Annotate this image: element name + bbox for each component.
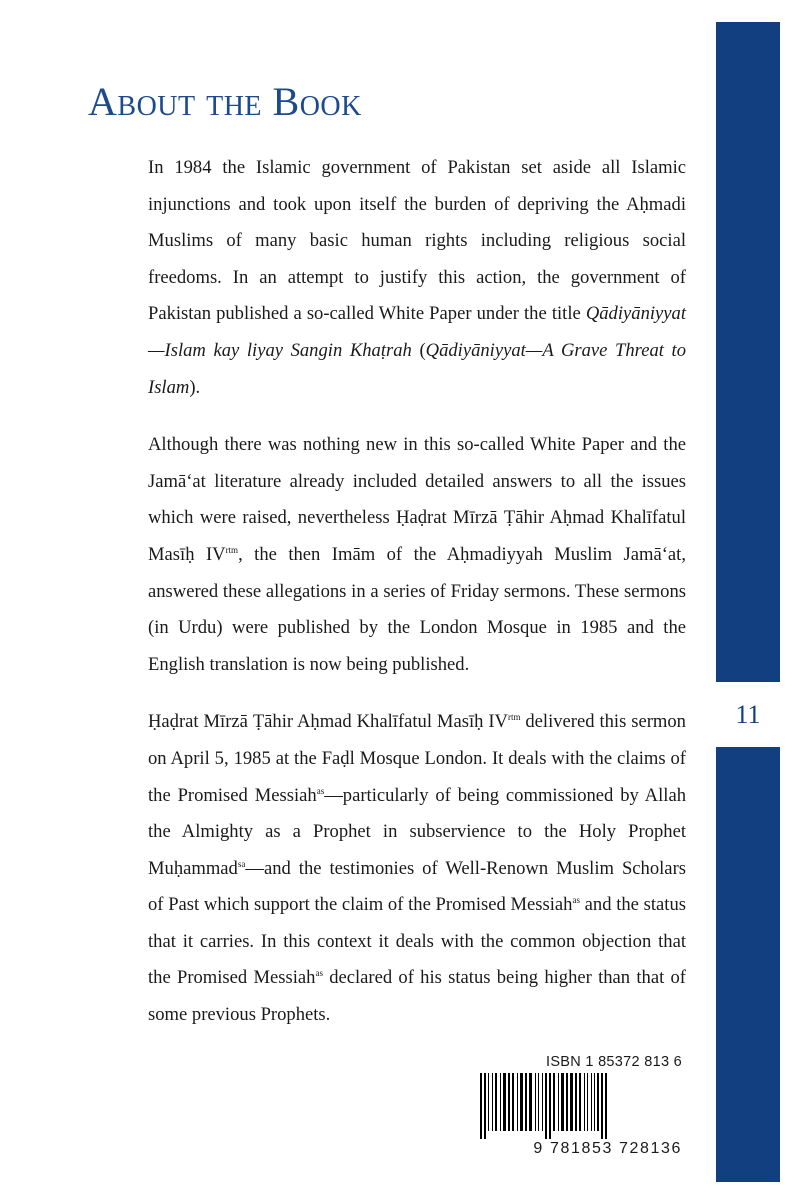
text-run: delivered this sermon on April 5, 1985 at the Faḍl Mosque London. It deals with the claims of the Promised Messiah <box>148 711 686 806</box>
honorific-superscript: sa <box>237 858 246 869</box>
paragraph-3 <box>148 704 686 1033</box>
italic-title: Qādiyāniyyat—A Grave Threat to Islam <box>148 339 686 398</box>
volume-number: 11 <box>716 682 780 747</box>
barcode-bar <box>503 1073 506 1131</box>
text-run: Ḥaḍrat Mīrzā Ṭāhir Aḥmad Khalīfatul Masīḥ IV <box>148 711 508 733</box>
barcode-bar <box>558 1073 559 1131</box>
barcode-bar <box>575 1073 577 1131</box>
text-run: ( <box>411 339 426 361</box>
text-run: —and the testimonies of Well-Renown Muslim Scholars of Past which support the claim of the Promised Messiah <box>148 857 686 916</box>
honorific-superscript: rtm <box>225 544 239 555</box>
honorific-superscript: as <box>315 968 323 979</box>
text-run: and the status that it carries. In this context it deals with the common objection that the Promised Messiah <box>148 894 686 989</box>
spine-bar <box>716 22 780 1182</box>
barcode-bar <box>517 1073 518 1131</box>
barcode <box>480 1073 682 1139</box>
paragraph-2 <box>148 427 686 683</box>
text-run: declared of his status being higher than that of some previous Prophets. <box>148 967 686 1026</box>
barcode-bar <box>520 1073 523 1131</box>
barcode-bar <box>492 1073 493 1131</box>
barcode-bar <box>500 1073 501 1131</box>
barcode-bar <box>591 1073 592 1131</box>
barcode-bar <box>549 1073 551 1139</box>
barcode-bar <box>512 1073 514 1131</box>
barcode-bar <box>484 1073 486 1139</box>
text-run: Although there was nothing new in this so-called White Paper and the Jamā‘at literature already included detailed answers to all the issues which were raised, nevertheless Ḥaḍrat Mīrzā Ṭāhir Aḥmad Khalīfatul Masīḥ IV <box>148 434 686 565</box>
barcode-bar <box>480 1073 482 1139</box>
barcode-bar <box>542 1073 543 1131</box>
barcode-bar <box>545 1073 547 1139</box>
honorific-superscript: as <box>572 895 580 906</box>
text-run: ). <box>189 376 201 398</box>
barcode-bar <box>538 1073 539 1131</box>
barcode-bar <box>529 1073 532 1131</box>
text-run: —particularly of being commissioned by Allah the Almighty as a Prophet in subservience to the Holy Prophet Muḥammad <box>148 784 686 879</box>
italic-title: Qādiyāniyyat—Islam kay liyay Sangin Khaṭrah <box>148 303 686 361</box>
barcode-bar <box>605 1073 607 1139</box>
barcode-bar <box>587 1073 588 1131</box>
barcode-bar <box>495 1073 497 1131</box>
honorific-superscript: as <box>316 785 325 796</box>
barcode-bar <box>570 1073 573 1131</box>
about-text <box>148 150 686 1055</box>
barcode-digits: 9 781853 728136 <box>533 1140 682 1157</box>
barcode-bar <box>579 1073 581 1131</box>
text-run: In 1984 the Islamic government of Pakistan set aside all Islamic injunctions and took upon itself the burden of depriving the Aḥmadi Muslims of many basic human rights including religious social freedoms. In an attempt to justify this action, the government of Pakistan published a so-called White Paper under the title <box>148 157 686 325</box>
honorific-superscript: rtm <box>507 712 521 723</box>
barcode-bar <box>597 1073 599 1131</box>
barcode-bar <box>566 1073 568 1131</box>
barcode-bar <box>601 1073 603 1139</box>
barcode-bar <box>488 1073 489 1131</box>
barcode-bar <box>553 1073 555 1131</box>
paragraph-1 <box>148 150 686 406</box>
barcode-bar <box>508 1073 510 1131</box>
isbn-label: ISBN 1 85372 813 6 <box>546 1054 682 1070</box>
page-title: About the Book <box>88 79 362 124</box>
barcode-bar <box>561 1073 564 1131</box>
barcode-bar <box>525 1073 527 1131</box>
barcode-bar <box>535 1073 536 1131</box>
barcode-bar <box>584 1073 585 1131</box>
text-run: , the then Imām of the Aḥmadiyyah Muslim Jamā‘at, answered these allegations in a series of Friday sermons. These sermons (in Urdu) were published by the London Mosque in 1985 and the English translation is now being published. <box>148 543 686 675</box>
barcode-bar <box>594 1073 595 1131</box>
